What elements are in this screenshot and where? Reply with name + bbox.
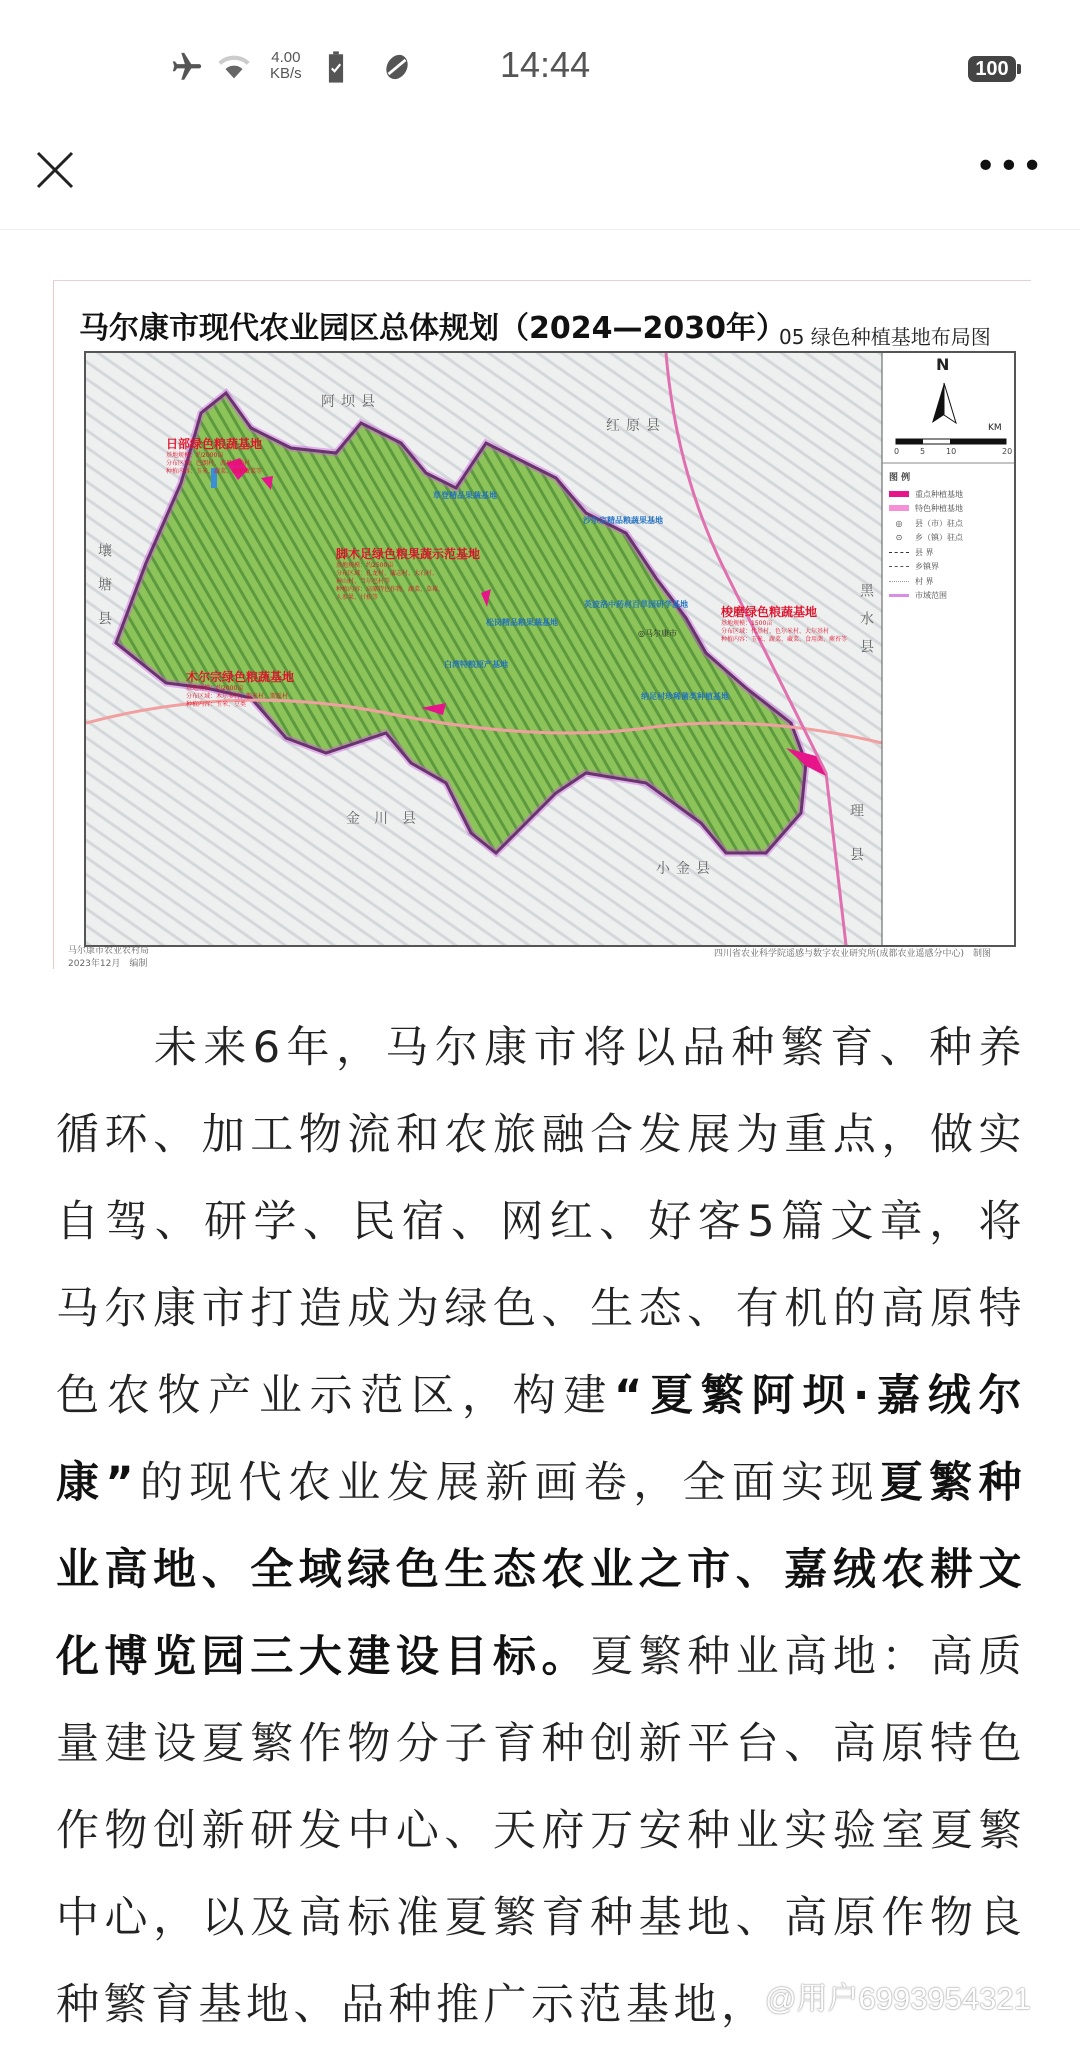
- legend-item: 特色种植基地: [889, 502, 1009, 517]
- legend-item: 重点种植基地: [889, 488, 1009, 503]
- airplane-mode-icon: [170, 50, 204, 84]
- text-segment: 夏繁种业高地：高质量建设夏繁作物分子育种创新平台、高原特色作物创新研发中心、天府万安种业实验室夏繁中心，以及高标准夏繁育种基地、高原作物良种繁育基地、品种推广示范基地，: [56, 1632, 1027, 2030]
- north-label: N: [936, 355, 950, 374]
- status-bar: [0, 0, 1080, 135]
- bold-segment: “夏繁阿坝·嘉绒尔康”: [56, 1371, 1026, 1508]
- legend-item: 乡镇界: [889, 560, 1009, 575]
- planning-map-image[interactable]: [53, 280, 1031, 969]
- map-footer-left: 马尔康市农业农村局 2023年12月 编制: [68, 946, 150, 969]
- network-speed: 4.00 KB/s: [270, 49, 302, 82]
- clock: 14:44: [500, 44, 591, 85]
- article-paragraph: [56, 1005, 1026, 2049]
- map-title: 马尔康市现代农业园区总体规划（2024—2030年）: [79, 311, 786, 346]
- text-segment: 的现代农业发展新画卷，全面实现: [138, 1458, 880, 1508]
- top-nav-bar: [0, 135, 1080, 230]
- text-segment: 未来6年，马尔康市将以品种繁育、种养循环、加工物流和农旅融合发展为重点，做实自驾、研学、民宿、网红、好客5篇文章，将马尔康市打造成为绿色、生态、有机的高原特色农牧产业示范区，构建: [56, 1023, 1026, 1421]
- app-notification-icon: [380, 50, 414, 84]
- legend-item: 市域范围: [889, 589, 1009, 604]
- map-legend: 图 例 重点种植基地 特色种植基地 ◎ 县（市）驻点 ⊙ 乡（镇）驻点 县 界 乡镇界 村 界 市域范围: [889, 471, 1009, 604]
- close-icon[interactable]: [30, 145, 80, 195]
- more-options-button[interactable]: •••: [975, 146, 1045, 187]
- legend-item: 村 界: [889, 575, 1009, 590]
- legend-item: ◎ 县（市）驻点: [895, 518, 963, 528]
- bold-segment: 夏繁种业高地、全域绿色生态农业之市、嘉绒农耕文化博览园三大建设目标。: [56, 1458, 1026, 1682]
- battery-indicator: 100: [968, 56, 1016, 82]
- legend-item: 县 界: [889, 546, 1009, 561]
- scale-unit: KM: [988, 423, 1002, 433]
- map-frame: N KM 0 5 10 20 图 例 重点种植基地 特色种植基地 ◎ 县（市）驻点 ⊙ 乡（镇）驻点 县 界 乡镇界 村 界 市域范围 阿坝县 红原县 壤塘县 黑水县 金川县 小金县 理县 日部绿色粮蔬基地 脚木足绿色粮果蔬示范基地 木尔宗绿色粮蔬基地 梭磨绿色粮蔬基地 基地规模：约2000亩 分布区域：巴朗村、波里日尚村 种植内容：玉米、蔬菜、高原藏菜等 基地规模：约2500亩 分布区域：孔龙村、蒲志村、大石村、 神山村、当尔巴村等 种植内容：高原特色作物、蔬菜、草莓、 人参果、甘松等 基地规模：约2000亩 分布区域：木尔多村、斯米村、斯跃村 种植内容：玉米、豆类 基地规模：1500亩 分布区域：代基村、色尔米村、大尔基村 种植内容：玉米、蔬菜、藏菜、食用菌、蕨苔等 草登精品果蔬基地 沙尔宗精品粮蔬果基地 英波洛中药材百草园研学基地 松岗精品粮果蔬基地 白湾特粮原产基地 纳足村珍稀菌类种植基地 ◎马尔康市: [84, 351, 1016, 947]
- weibo-watermark: @用户6993954321: [765, 1981, 1031, 2016]
- map-subtitle: 05 绿色种植基地布局图: [779, 325, 991, 349]
- battery-saver-check-icon: [324, 50, 348, 84]
- wifi-icon: [215, 50, 253, 84]
- map-footer-right: 四川省农业科学院遥感与数字农业研究所(成都农业遥感分中心) 制图: [713, 949, 991, 959]
- legend-item: ⊙ 乡（镇）驻点: [895, 533, 963, 542]
